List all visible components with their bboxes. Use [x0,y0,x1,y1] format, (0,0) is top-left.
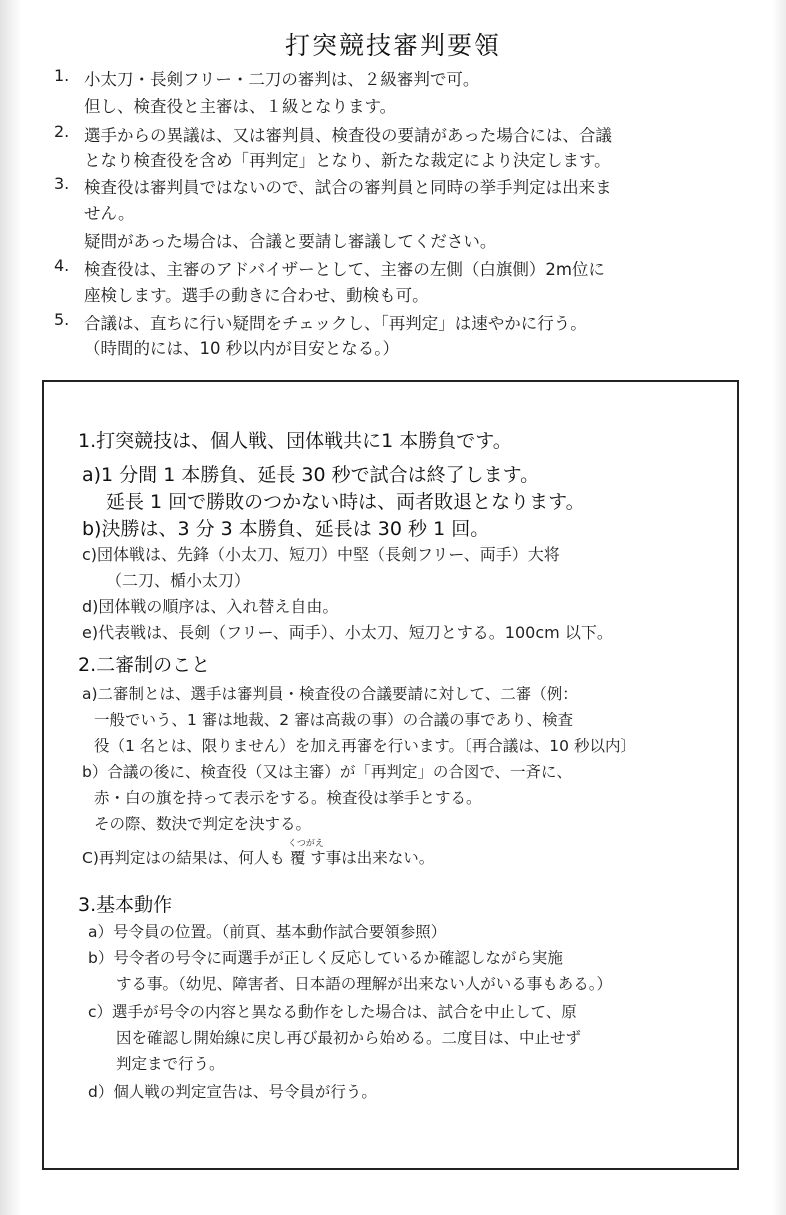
list-item-line: 選手からの異議は、又は審判員、検査役の要請があった場合には、合議 [84,126,612,145]
list-item-line: 合議は、直ちに行い疑問をチェックし、「再判定」は速やかに行う。 [84,314,587,333]
list-item-line: 座検します。選手の動きに合わせ、動検も可。 [84,286,429,305]
ruby-base: 覆 [289,849,306,867]
rule-line: c)団体戦は、先鋒（小太刀、短刀）中堅（長剣フリー、両手）大将 [82,545,560,564]
list-item-line: 検査役は審判員ではないので、試合の審判員と同時の挙手判定は出来ま [84,178,612,197]
rule-line: 役（1 名とは、限りません）を加え再審を行います。〔再合議は、10 秒以内〕 [94,737,636,755]
rule-line: 判定まで行う。 [116,1055,225,1073]
rule-line: a)二審制とは、選手は審判員・検査役の合議要請に対して、二審（例： [82,685,578,703]
furigana: くつがえ [287,839,324,849]
page-title: 打突競技審判要領 [284,31,501,60]
rule-line: a)1 分間 1 本勝負、延長 30 秒で試合は終了します。 [82,464,540,486]
ruby-word [287,839,324,867]
section-heading: 1.打突競技は、個人戦、団体戦共に1 本勝負です。 [78,430,512,452]
rule-line [82,839,435,868]
rule-line: b）号令者の号令に両選手が正しく反応しているか確認しながら実施 [88,949,563,967]
rule-line: その際、数決で判定を決する。 [94,815,312,833]
rule-line: 因を確認し開始線に戻し再び最初から始める。二度目は、中止せず [116,1029,582,1047]
list-item-line: 疑問があった場合は、合議と要請し審議してください。 [84,232,497,251]
rule-line: 赤・白の旗を持って表示をする。検査役は挙手とする。 [94,789,482,807]
list-item-line: 但し、検査役と主審は、１級となります。 [84,97,397,116]
list-item-line: せん。 [84,204,135,223]
rule-line: 一般でいう、1 審は地裁、2 審は高裁の事）の合議の事であり、検査 [94,711,574,729]
rule-line: d)団体戦の順序は、入れ替え自由。 [82,597,339,616]
item-number: 4. [54,256,70,275]
item-number: 5. [54,310,70,329]
section-heading: 2.二審制のこと [78,654,211,676]
rule-text: す事は出来ない。 [305,849,435,867]
item-number: 3. [54,174,70,193]
scan-shadow-right [772,0,786,1215]
rule-line: （二刀、楯小太刀） [106,571,251,590]
item-number: 1. [54,66,70,85]
rule-line: d）個人戦の判定宣告は、号令員が行う。 [88,1083,377,1101]
list-item-line: 小太刀・長剣フリー・二刀の審判は、２級審判で可。 [84,70,480,89]
rule-line: b）合議の後に、検査役（又は主審）が「再判定」の合図で、一斉に、 [82,763,573,781]
rule-line: c）選手が号令の内容と異なる動作をした場合は、試合を中止して、原 [88,1003,577,1021]
rule-line: a）号令員の位置。（前頁、基本動作試合要領参照） [88,923,447,941]
rule-line: b)決勝は、3 分 3 本勝負、延長は 30 秒 1 回。 [82,518,490,540]
section-heading: 3.基本動作 [78,894,173,916]
rule-line: e)代表戦は、長剣（フリー、両手）、小太刀、短刀とする。100cm 以下。 [82,623,613,642]
scan-shadow-left [0,0,22,1215]
item-number: 2. [54,122,70,141]
list-item-line: 検査役は、主審のアドバイザーとして、主審の左側（白旗側）2m位に [84,260,605,279]
rule-line: 延長 1 回で勝敗のつかない時は、両者敗退となります。 [106,491,585,513]
rule-line: する事。（幼児、障害者、日本語の理解が出来ない人がいる事もある。） [116,975,613,993]
list-item-line: （時間的には、10 秒以内が目安となる。） [84,339,399,358]
rule-text: C)再判定はの結果は、何人も [82,849,290,867]
rules-box [42,380,739,1170]
list-item-line: となり検査役を含め「再判定」となり、新たな裁定により決定します。 [84,151,611,170]
